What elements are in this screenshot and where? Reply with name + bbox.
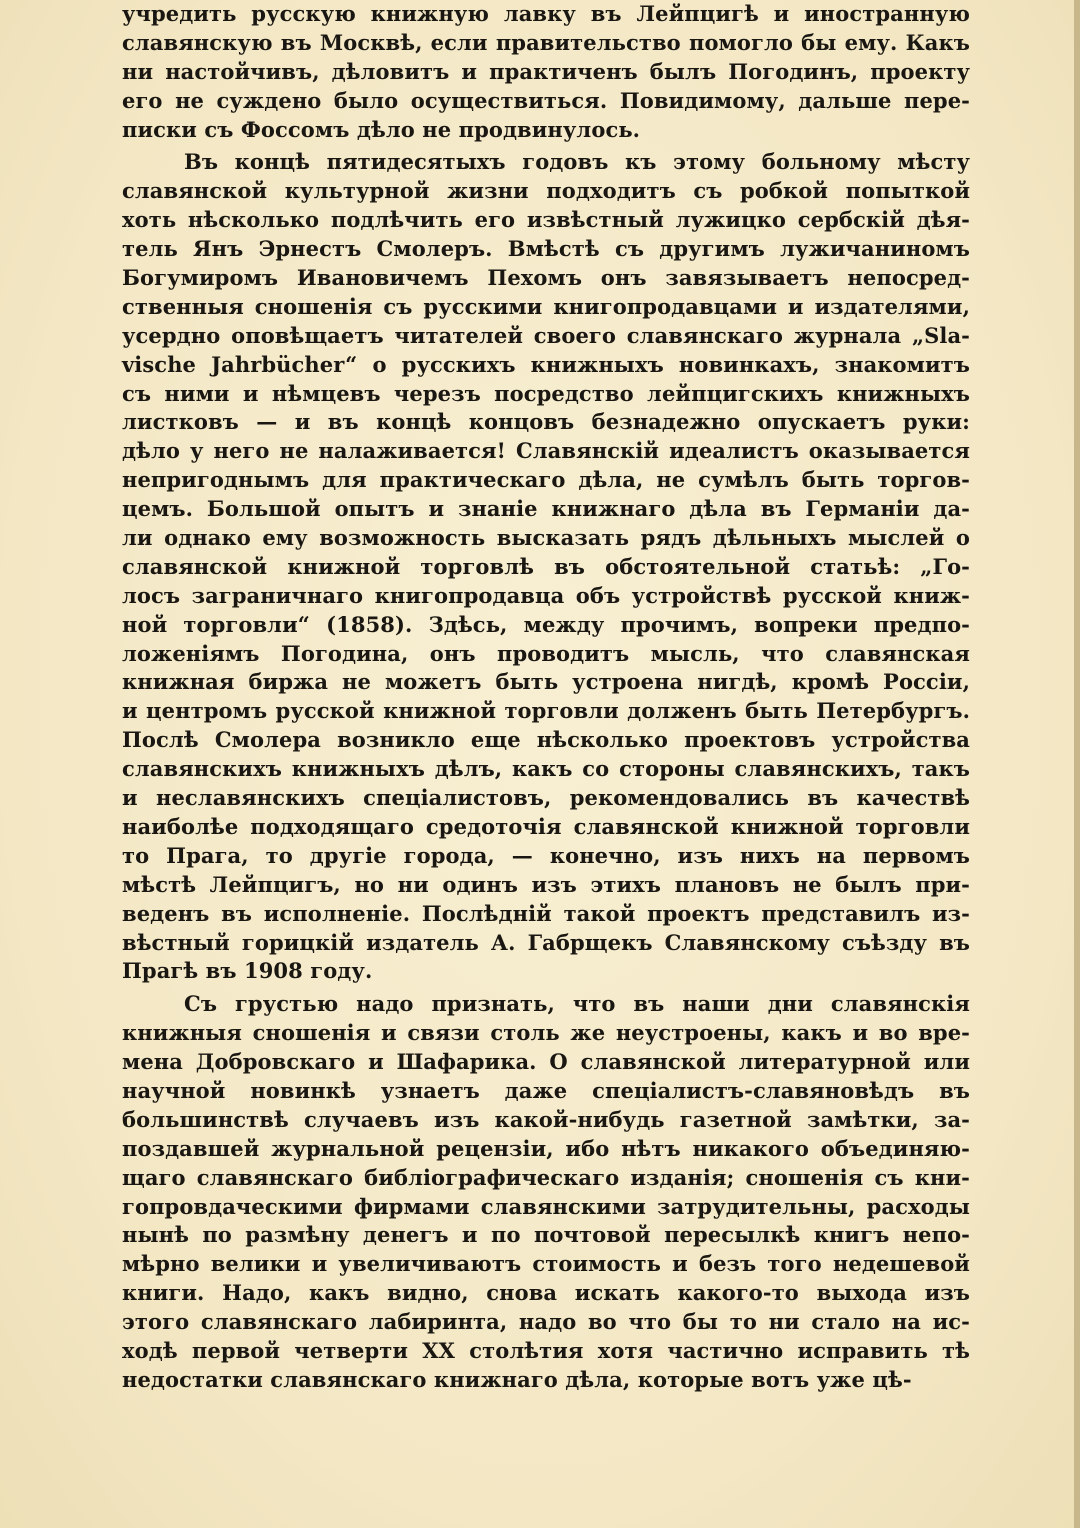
text-line: vische Jahrbücher“ о русскихъ книжныхъ новинкахъ, знакомитъ	[122, 351, 970, 377]
paragraph	[122, 990, 970, 1394]
text-line: тель Янъ Эрнестъ Смолеръ. Вмѣстѣ съ другимъ лужичаниномъ	[122, 236, 970, 262]
text-line: листковъ — и въ концѣ концовъ безнадежно опускаетъ руки:	[122, 409, 970, 435]
text-line: славянской книжной торговлѣ въ обстоятельной статьѣ: „Го-	[122, 553, 970, 579]
text-line: вѣстный горицкій издатель А. Габрщекъ Славянскому съѣзду въ	[122, 929, 970, 955]
text-line: книги. Надо, какъ видно, снова искать какого-то выхода изъ	[122, 1280, 970, 1306]
text-line: то Прага, то другіе города, — конечно, изъ нихъ на первомъ	[122, 842, 970, 868]
text-line: веденъ въ исполненіе. Послѣдній такой проектъ представилъ из-	[122, 900, 970, 926]
paragraph	[122, 148, 970, 986]
text-line: дѣло у него не налаживается! Славянскій идеалистъ оказывается	[122, 438, 970, 464]
text-line: гопровдаческими фирмами славянскими затрудительны, расходы	[122, 1193, 970, 1219]
text-line: и центромъ русской книжной торговли долженъ быть Петербургъ.	[122, 698, 970, 724]
text-line: Богумиромъ Ивановичемъ Пехомъ онъ завязываетъ непосред-	[122, 265, 970, 291]
text-line: цемъ. Большой опытъ и знаніе книжнаго дѣла въ Германіи да-	[122, 496, 970, 522]
text-line: Въ концѣ пятидесятыхъ годовъ къ этому больному мѣсту	[184, 149, 970, 175]
text-line: недостатки славянскаго книжнаго дѣла, которые вотъ уже цѣ-	[122, 1366, 912, 1392]
text-line: Прагѣ въ 1908 году.	[122, 958, 373, 984]
paragraph	[122, 0, 970, 144]
text-line: славянскую въ Москвѣ, если правительство помогло бы ему. Какъ	[122, 29, 970, 55]
text-line: съ ними и нѣмцевъ черезъ посредство лейпцигскихъ книжныхъ	[122, 380, 970, 406]
page-edge	[1074, 0, 1080, 1528]
text-line: учредить русскую книжную лавку въ Лейпцигѣ и иностранную	[122, 1, 970, 26]
text-line: нынѣ по размѣну денегъ и по почтовой пересылкѣ книгъ непо-	[122, 1222, 970, 1248]
text-line: славянскихъ книжныхъ дѣлъ, какъ со стороны славянскихъ, такъ	[122, 756, 970, 782]
text-line: и неславянскихъ спеціалистовъ, рекомендовались въ качествѣ	[122, 785, 970, 811]
text-line: мѣрно велики и увеличиваютъ стоимость и безъ того недешевой	[122, 1251, 970, 1277]
text-line: мѣстѣ Лейпцигъ, но ни одинъ изъ этихъ плановъ не былъ при-	[122, 871, 970, 897]
text-line: книжная биржа не можетъ быть устроена нигдѣ, кромѣ Россіи,	[122, 669, 970, 695]
text-line: ходѣ первой четверти XX столѣтия хотя частично исправить тѣ	[122, 1337, 970, 1363]
text-line: ли однако ему возможность высказать рядъ дѣльныхъ мыслей о	[122, 525, 970, 551]
text-line: мена Добровскаго и Шафарика. О славянской литературной или	[122, 1049, 970, 1075]
text-line: ственныя сношенія съ русскими книгопродавцами и издателями,	[122, 293, 970, 319]
text-line: лосъ заграничнаго книгопродавца объ устройствѣ русской книж-	[122, 582, 970, 608]
text-line: ложеніямъ Погодина, онъ проводитъ мысль, что славянская	[122, 640, 970, 666]
text-line: Послѣ Смолера возникло еще нѣсколько проектовъ устройства	[122, 727, 970, 753]
text-line: непригоднымъ для практическаго дѣла, не сумѣлъ быть торгов-	[122, 467, 970, 493]
text-line: Съ грустью надо признать, что въ наши дни славянскія	[184, 991, 970, 1017]
text-line: большинствѣ случаевъ изъ какой-нибудь газетной замѣтки, за-	[122, 1106, 970, 1132]
text-line: поздавшей журнальной рецензіи, ибо нѣтъ никакого объединяю-	[122, 1135, 970, 1161]
text-line: его не суждено было осуществиться. Повидимому, дальше пере-	[122, 87, 970, 113]
page-text	[122, 0, 970, 1395]
text-line: славянской культурной жизни подходитъ съ робкой попыткой	[122, 178, 970, 204]
text-line: книжныя сношенія и связи столь же неустроены, какъ и во вре-	[122, 1020, 970, 1046]
text-line: щаго славянскаго библіографическаго изданія; сношенія съ кни-	[122, 1164, 970, 1190]
text-line: научной новинкѣ узнаетъ даже спеціалистъ-славяновѣдъ въ	[122, 1077, 970, 1103]
text-line: наиболѣе подходящаго средоточія славянской книжной торговли	[122, 813, 970, 839]
text-line: писки съ Фоссомъ дѣло не продвинулось.	[122, 116, 641, 142]
text-line: ной торговли“ (1858). Здѣсь, между прочимъ, вопреки предпо-	[122, 611, 970, 637]
text-line: этого славянскаго лабиринта, надо во что бы то ни стало на ис-	[122, 1309, 970, 1335]
text-line: усердно оповѣщаетъ читателей своего славянскаго журнала „Sla-	[122, 322, 970, 348]
text-line: ни настойчивъ, дѣловитъ и практиченъ былъ Погодинъ, проекту	[122, 58, 970, 84]
text-line: хоть нѣсколько подлѣчить его извѣстный лужицко сербскій дѣя-	[122, 207, 970, 233]
